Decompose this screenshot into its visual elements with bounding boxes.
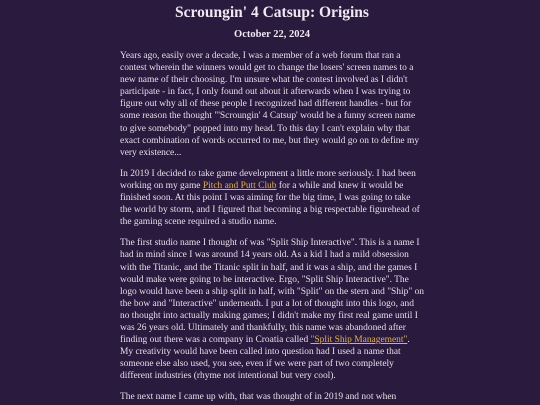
paragraph-3 xyxy=(120,237,424,382)
pitch-and-putt-club-link[interactable]: Pitch and Putt Club xyxy=(202,180,277,191)
article-title: Scroungin' 4 Catsup: Origins xyxy=(175,4,369,21)
article-date: October 22, 2024 xyxy=(234,29,310,40)
paragraph-4: The next name I came up with, that was thought of in 2019 and not when xyxy=(120,392,397,403)
paragraph-2-text-a: In 2019 I decided to take game development a little more seriously. I had been working on my game xyxy=(120,168,416,191)
split-ship-management-link[interactable]: "Split Ship Management" xyxy=(310,335,408,346)
article-body xyxy=(120,50,424,405)
paragraph-2-text-b: for a while and knew it would be finished soon. At this point I was aiming for the big time, I was going to take the world by storm, and I figured that becoming a big respectable figurehead of the gaming scene required a studio name. xyxy=(120,180,420,228)
paragraph-1: Years ago, easily over a decade, I was a member of a web forum that ran a contest wherein the winners would get to change the losers' screen names to a new name of their choosing. I'm unsure what the contest involved as I didn't participate - in fact, I only found out about it afterwards when I was trying to figure out why all of these people I recognized had different handles - but for some reason the thought "'Scroungin' 4 Catsup' would be a funny screen name to give somebody" popped into my head. To this day I can't explain why that exact combination of words occurred to me, but they would go on to define my very existence... xyxy=(120,51,420,158)
paragraph-3-text-b: . My creativity would have been called into question had I used a name that someone else also used, you see, even if we were part of two completely different industries (rhyme not intentional but very cool). xyxy=(120,335,410,382)
paragraph-3-text-a: The first studio name I thought of was "Split Ship Interactive". This is a name I had in mind since I was around 14 years old. As a kid I had a mild obsession with the Titanic, and the Titanic split in half, and it was a ship, and the games I would make were going to be interactive. Ergo, "Split Ship Interactive". The logo would have been a ship split in half, with "Split" on the stern and "Ship" on the bow and "Interactive" underneath. I put a lot of thought into this logo, and no thought into actually making games; I didn't make my first real game until I was 26 years old. Ultimately and thankfully, this name was abandoned after finding out there was a company in Croatia called xyxy=(120,238,425,346)
paragraph-2 xyxy=(120,168,424,228)
